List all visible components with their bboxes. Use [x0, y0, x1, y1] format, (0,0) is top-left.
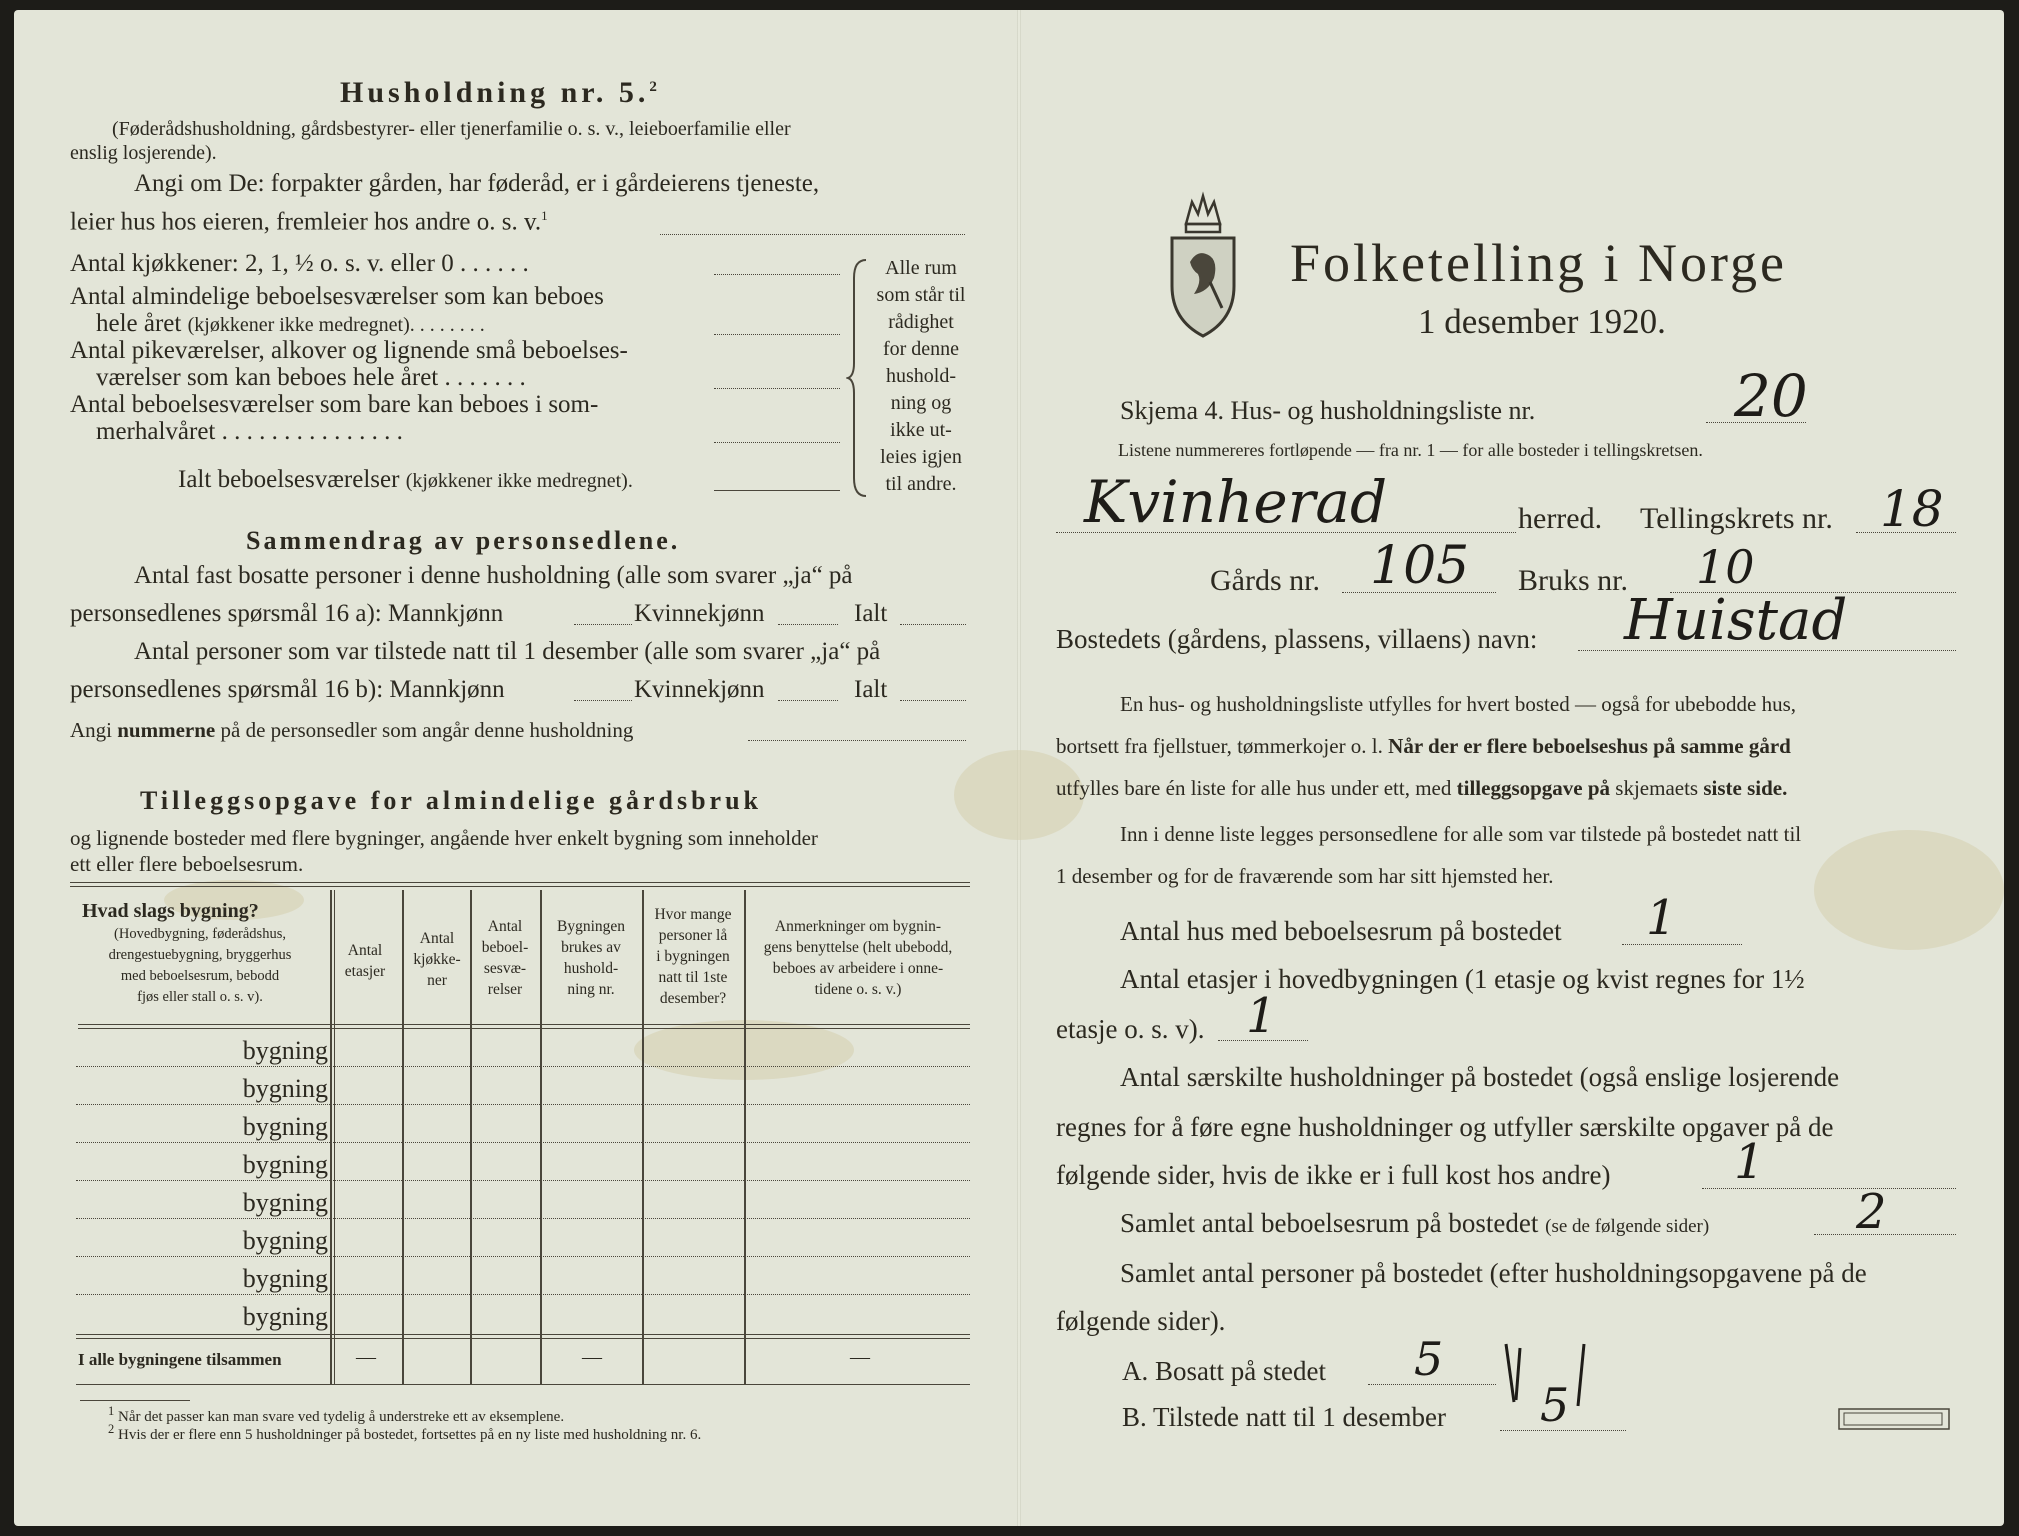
instruction-text: bortsett fra fjellstuer, tømmerkojer o. l.: [1056, 734, 1383, 758]
col-divider: [470, 890, 472, 1384]
bosted-line: [1578, 650, 1956, 651]
total-present-line[interactable]: [900, 700, 966, 701]
col-building-sub-line: (Hovedbygning, føderådshus,: [114, 926, 286, 942]
bruks-value[interactable]: 10: [1696, 540, 1755, 594]
herred-line: [1056, 532, 1516, 533]
summer-label: merhalvåret . . . . . . . . . . . . . . .: [96, 418, 403, 445]
gards-label: Gårds nr.: [1210, 564, 1320, 597]
table-top-rule: [70, 882, 970, 883]
footnote: Hvis der er flere enn 5 husholdninger på bostedet, fortsettes på en ny liste med husholdning nr. 6.: [118, 1427, 702, 1443]
col-household-no-line: Bygningen: [556, 918, 626, 935]
summary-text: personsedlenes spørsmål 16 a): Mannkjønn: [70, 600, 504, 627]
bosted-label: Bostedets (gårdens, plassens, villaens) navn:: [1056, 624, 1538, 654]
col-divider: [402, 890, 404, 1384]
total-dash: —: [356, 1346, 376, 1368]
q-rooms-value[interactable]: 2: [1856, 1184, 1887, 1240]
row-line: [76, 1218, 970, 1219]
table-header-rule: [78, 1024, 970, 1025]
instruction-text: utfylles bare én liste for alle hus under ett, med: [1056, 776, 1452, 800]
schema-number-value[interactable]: 20: [1734, 362, 1808, 430]
col-floors: [332, 940, 398, 982]
total-row-label: I alle bygningene tilsammen: [78, 1350, 282, 1369]
col-kitchens-line: Antal: [419, 930, 455, 947]
a-value[interactable]: 5: [1414, 1332, 1444, 1386]
maid-label: værelser som kan beboes hele året . . . . . . .: [96, 364, 526, 391]
row-label: bygning: [242, 1188, 328, 1217]
q-floors-label: etasje o. s. v).: [1056, 1014, 1205, 1044]
col-remarks: [746, 916, 970, 1000]
a-label: A. Bosatt på stedet: [1122, 1356, 1326, 1386]
q-houses-label: Antal hus med beboelsesrum på bostedet: [1120, 916, 1562, 946]
total-rooms-label: Ialt beboelsesværelser: [178, 466, 400, 493]
row-line: [76, 1294, 970, 1295]
footnote: Når det passer kan man svare ved tydelig å understreke ett av eksemplene.: [118, 1409, 565, 1425]
bracket-note-line: rådighet: [888, 311, 954, 333]
row-label: bygning: [242, 1226, 328, 1255]
summer-line[interactable]: [714, 442, 840, 443]
col-remarks-line: gens benyttelse (helt ubebodd,: [763, 939, 953, 956]
household-title-text: Husholdning nr. 5.: [340, 76, 650, 109]
row-label: bygning: [242, 1074, 328, 1103]
col-kitchens: [404, 928, 470, 991]
q-households-value[interactable]: 1: [1734, 1134, 1765, 1190]
col-building-title: Hvad slags bygning?: [82, 900, 259, 922]
gards-value[interactable]: 105: [1370, 536, 1470, 596]
col-rooms-line: relser: [487, 981, 523, 998]
numbers-label-bold: nummerne: [117, 718, 216, 742]
col-persons-line: i bygningen: [656, 948, 730, 965]
summary-text: Antal personer som var tilstede natt til 1 desember (alle som svarer „ja“ på: [134, 638, 881, 665]
herred-value[interactable]: Kvinherad: [1084, 468, 1388, 536]
q-households-label: følgende sider, hvis de ikke er i full kost hos andre): [1056, 1160, 1611, 1190]
household-note: (Føderådshusholdning, gårdsbestyrer- eller tjenerfamilie o. s. v., leieboerfamilie eller: [112, 118, 791, 140]
bracket-note-line: Alle rum: [885, 257, 957, 279]
male-resident-line[interactable]: [574, 624, 632, 625]
total-rooms-label-small: (kjøkkener ikke medregnet).: [405, 470, 633, 492]
q-floors-label: Antal etasjer i hovedbygningen (1 etasje og kvist regnes for 1½: [1120, 964, 1805, 994]
form-date: 1 desember 1920.: [1418, 302, 1666, 341]
schema-number-line: [1706, 422, 1806, 423]
q-rooms-label: Samlet antal beboelsesrum på bostedet: [1120, 1208, 1539, 1238]
household-title-sup: 2: [649, 79, 661, 95]
bracket-note-line: hushold-: [886, 365, 956, 387]
col-remarks-line: tidene o. s. v.): [814, 981, 902, 998]
ordinary-line[interactable]: [714, 334, 840, 335]
q-floors-line: [1218, 1040, 1308, 1041]
row-line: [76, 1104, 970, 1105]
gards-line: [1342, 592, 1496, 593]
instruction-bold: tilleggsopgave på: [1456, 776, 1611, 800]
summary-text: Antal fast bosatte personer i denne husholdning (alle som svarer „ja“ på: [134, 562, 853, 589]
instruction-bold: Når der er flere beboelseshus på samme gård: [1388, 734, 1791, 758]
col-remarks-line: beboes av arbeidere i onne-: [772, 960, 944, 977]
col-divider: [642, 890, 644, 1384]
col-floors-line: Antal: [347, 942, 383, 959]
schema-label: Skjema 4. Hus- og husholdningsliste nr.: [1120, 396, 1536, 425]
footnote-rule: [80, 1400, 190, 1401]
row-label: bygning: [242, 1264, 328, 1293]
krets-value[interactable]: 18: [1880, 480, 1944, 538]
female-label: Kvinnekjønn: [634, 600, 765, 627]
total-rooms-line[interactable]: [714, 490, 840, 491]
table-header-rule: [78, 1028, 970, 1029]
col-kitchens-line: kjøkke-: [413, 951, 461, 968]
b-value[interactable]: 5: [1540, 1378, 1570, 1432]
numbers-line[interactable]: [748, 740, 966, 741]
col-building-sub-line: drengestuebygning, bryggerhus: [108, 947, 292, 963]
stain: [1814, 830, 2004, 950]
instruction-text: En hus- og husholdningsliste utfylles for hvert bosted — også for ubebodde hus,: [1120, 692, 1796, 716]
supplement-title: Tilleggsopgave for almindelige gårdsbruk: [140, 786, 763, 815]
female-present-line[interactable]: [778, 700, 838, 701]
supplement-text: og lignende bosteder med flere bygninger, angående hver enkelt bygning som inneholder: [70, 826, 818, 850]
q-rooms-label-small: (se de følgende sider): [1545, 1216, 1710, 1237]
female-resident-line[interactable]: [778, 624, 838, 625]
angi-sup: 1: [541, 208, 548, 223]
col-building-sub-line: med beboelsesrum, bebodd: [120, 968, 280, 984]
table-top-rule: [70, 886, 970, 887]
bruks-label: Bruks nr.: [1518, 564, 1629, 597]
col-persons-line: natt til 1ste: [658, 969, 728, 986]
ordinary-label: hele året: [96, 310, 182, 337]
krets-line: [1856, 532, 1956, 533]
col-rooms: [472, 916, 538, 1000]
bracket-note-line: ning og: [890, 392, 952, 414]
col-persons-line: Hvor mange: [654, 906, 732, 923]
col-divider: [540, 890, 542, 1384]
herred-label: herred.: [1518, 502, 1603, 535]
bracket-note-line: for denne: [882, 338, 960, 360]
summary-title: Sammendrag av personsedlene.: [246, 526, 681, 555]
bracket-note-line: leies igjen: [880, 446, 962, 468]
row-line: [76, 1256, 970, 1257]
maid-label: Antal pikeværelser, alkover og lignende små beboelses-: [70, 337, 628, 364]
form-title: Folketelling i Norge: [1290, 233, 1787, 293]
col-persons-line: desember?: [659, 990, 727, 1007]
col-household-no: [542, 916, 640, 1000]
maid-line[interactable]: [714, 388, 840, 389]
col-rooms-line: Antal: [487, 918, 523, 935]
total-dash: —: [850, 1346, 870, 1368]
col-divider: [334, 890, 335, 1384]
table-bottom-rule: [76, 1384, 970, 1385]
col-divider: [744, 890, 746, 1384]
q-households-line: [1702, 1188, 1956, 1189]
row-line: [76, 1180, 970, 1181]
a-line: [1368, 1384, 1496, 1385]
col-remarks-line: Anmerkninger om bygnin-: [774, 918, 942, 935]
row-label: bygning: [242, 1112, 328, 1141]
total-label: Ialt: [854, 600, 888, 627]
col-rooms-line: sesvæ-: [483, 960, 527, 977]
q-households-label: Antal særskilte husholdninger på bostedet (også enslige losjerende: [1120, 1062, 1840, 1092]
bracket-note-line: som står til: [876, 284, 966, 306]
col-persons: [642, 904, 744, 1009]
kitchens-line[interactable]: [714, 274, 840, 275]
printer-stamp-icon: [1838, 1408, 1950, 1430]
col-kitchens-line: ner: [427, 972, 447, 989]
answer-line[interactable]: [660, 234, 965, 235]
summary-text: personsedlenes spørsmål 16 b): Mannkjønn: [70, 676, 505, 703]
numbers-label: på de personsedler som angår denne husholdning: [220, 718, 634, 742]
numbering-note: Listene nummereres fortløpende — fra nr. 1 — for alle bosteder i tellingskretsen.: [1118, 440, 1703, 460]
summer-label: Antal beboelsesværelser som bare kan beboes i som-: [70, 391, 599, 418]
instruction-bold: siste side.: [1703, 776, 1788, 800]
q-rooms-line: [1814, 1234, 1956, 1235]
q-households-label: regnes for å føre egne husholdninger og utfyller særskilte opgaver på de: [1056, 1112, 1834, 1142]
instruction-text: Inn i denne liste legges personsedlene for alle som var tilstede på bostedet natt til: [1120, 822, 1802, 846]
row-label: bygning: [242, 1302, 328, 1331]
col-rooms-line: beboel-: [481, 939, 529, 956]
kitchens-label: Antal kjøkkener: 2, 1, ½ o. s. v. eller 0 . . . . . .: [70, 250, 529, 277]
bosted-value[interactable]: Huistad: [1624, 588, 1848, 653]
b-line: [1500, 1430, 1626, 1431]
angi-text: leier hus hos eieren, fremleier hos andre o. s. v.: [70, 208, 542, 236]
row-label: bygning: [242, 1150, 328, 1179]
ordinary-label-small: (kjøkkener ikke medregnet). . . . . . . .: [187, 314, 485, 336]
household-title: [340, 76, 661, 110]
instruction-text: skjemaets: [1615, 776, 1699, 800]
male-present-line[interactable]: [574, 700, 632, 701]
household-note: enslig losjerende).: [70, 142, 217, 164]
bracket-note-line: til andre.: [885, 473, 957, 495]
col-household-no-line: hushold-: [563, 960, 619, 977]
col-building-sub-line: fjøs eller stall o. s. v).: [137, 989, 263, 1005]
col-household-no-line: ning nr.: [567, 981, 615, 998]
bracket-note-line: ikke ut-: [890, 419, 952, 441]
row-label: bygning: [242, 1036, 328, 1065]
total-resident-line[interactable]: [900, 624, 966, 625]
col-household-no-line: brukes av: [561, 939, 621, 956]
instruction-text: 1 desember og for de fraværende som har sitt hjemsted her.: [1056, 864, 1554, 888]
bracket-note: [866, 255, 976, 498]
total-rule: [76, 1334, 970, 1335]
row-line: [76, 1066, 970, 1067]
q-persons-label: Samlet antal personer på bostedet (efter husholdningsopgavene på de: [1120, 1258, 1867, 1288]
tally-mark-icon: [1492, 1340, 1602, 1410]
angi-text: Angi om De: forpakter gården, har føderåd, er i gårdeierens tjeneste,: [134, 170, 820, 197]
total-label: Ialt: [854, 676, 888, 703]
col-persons-line: personer lå: [658, 927, 728, 944]
numbers-label: Angi: [70, 718, 112, 742]
b-label: B. Tilstede natt til 1 desember: [1122, 1402, 1446, 1432]
q-floors-value[interactable]: 1: [1246, 988, 1277, 1044]
total-dash: —: [582, 1346, 602, 1368]
col-divider: [330, 890, 332, 1384]
krets-label: Tellingskrets nr.: [1640, 502, 1833, 535]
female-label: Kvinnekjønn: [634, 676, 765, 703]
q-houses-value[interactable]: 1: [1646, 890, 1677, 946]
supplement-text: ett eller flere beboelsesrum.: [70, 852, 304, 876]
q-persons-label: følgende sider).: [1056, 1306, 1226, 1336]
col-building-sub: [72, 924, 328, 1008]
total-rule: [76, 1338, 970, 1339]
col-floors-line: etasjer: [344, 963, 386, 980]
coat-of-arms-icon: [1164, 190, 1242, 340]
row-line: [76, 1142, 970, 1143]
q-houses-line: [1622, 944, 1742, 945]
ordinary-label: Antal almindelige beboelsesværelser som kan beboes: [70, 283, 604, 310]
